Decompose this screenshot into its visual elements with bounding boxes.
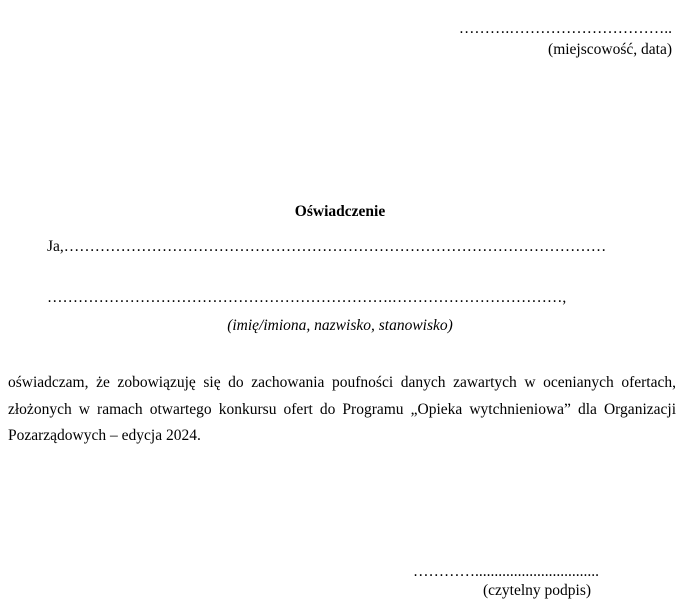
place-date-dotted-line: ……….………………………….. xyxy=(458,20,672,37)
document-title: Oświadczenie xyxy=(294,203,386,220)
declarant-line-1: Ja,…………………………………………………………………………………………… xyxy=(47,238,607,255)
signature-label: (czytelny podpis) xyxy=(483,582,592,599)
place-date-label: (miejscowość, data) xyxy=(548,41,672,58)
signature-dotted-line: …………................................ xyxy=(413,563,599,580)
declaration-body: oświadczam, że zobowiązuję się do zachowania poufności danych zawartych w ocenianych ofertach, złożonych w ramach otwartego konkursu ofert do Programu „Opieka wytchnieniowa” dla Organizacji Pozarządowych – edycja 2024. xyxy=(8,374,676,444)
declarant-line-2: ………………………………………………………….……………………………, xyxy=(47,289,567,306)
declarant-caption: (imię/imiona, nazwisko, stanowisko) xyxy=(227,317,453,334)
